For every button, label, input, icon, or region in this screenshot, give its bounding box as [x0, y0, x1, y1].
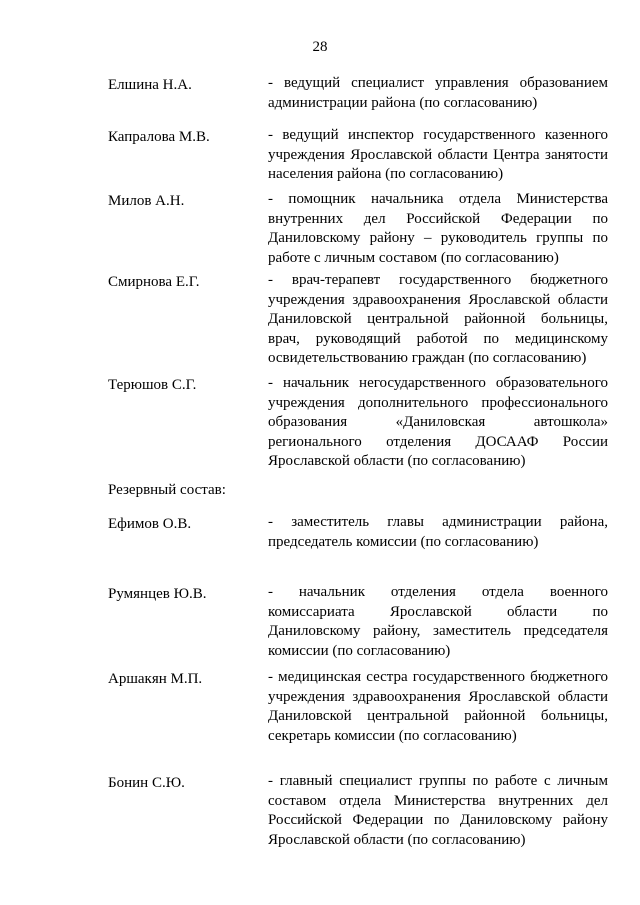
- reserve-member-name: Бонин С.Ю.: [108, 775, 185, 791]
- reserve-member-description: - медицинская сестра государственного бюджетного учреждения здравоохранения Ярославской области Даниловской центральной районной больницы, секретарь комиссии (по согласованию): [268, 669, 608, 744]
- member-name: Капралова М.В.: [108, 129, 210, 145]
- reserve-member-name: Румянцев Ю.В.: [108, 586, 207, 602]
- reserve-member-name: Аршакян М.П.: [108, 671, 203, 687]
- member-description: - помощник начальника отдела Министерства внутренних дел Российской Федерации по Даниловскому району – руководитель группы по работе с личным составом (по согласованию): [268, 191, 608, 266]
- reserve-member-description: - заместитель главы администрации района, председатель комиссии (по согласованию): [268, 514, 608, 550]
- member-name: Смирнова Е.Г.: [108, 274, 200, 290]
- member-description: - ведущий специалист управления образованием администрации района (по согласованию): [268, 75, 608, 111]
- member-name: Елшина Н.А.: [108, 77, 192, 93]
- member-description: - ведущий инспектор государственного казенного учреждения Ярославской области Центра занятости населения района (по согласованию): [268, 127, 608, 182]
- page-number: 28: [312, 39, 328, 55]
- reserve-member-description: - начальник отделения отдела военного комиссариата Ярославской области по Даниловскому району, заместитель председателя комиссии (по согласованию): [268, 584, 608, 659]
- reserve-member-description: - главный специалист группы по работе с личным составом отдела Министерства внутренних дел Российской Федерации по Даниловскому району Ярославской области (по согласованию): [268, 773, 608, 848]
- reserve-member-name: Ефимов О.В.: [108, 516, 192, 532]
- reserve-section-label: Резервный состав:: [108, 482, 226, 498]
- member-name: Терюшов С.Г.: [108, 377, 197, 393]
- member-description: - начальник негосударственного образовательного учреждения дополнительного профессионального образования «Даниловская автошкола» регионального отделения ДОСААФ России Ярославской области (по согласованию): [268, 375, 608, 469]
- member-name: Милов А.Н.: [108, 193, 185, 209]
- member-description: - врач-терапевт государственного бюджетного учреждения здравоохранения Ярославской области Даниловской центральной районной больницы, врач, руководящий работой по медицинскому освидетельствованию граждан (по согласованию): [268, 272, 608, 366]
